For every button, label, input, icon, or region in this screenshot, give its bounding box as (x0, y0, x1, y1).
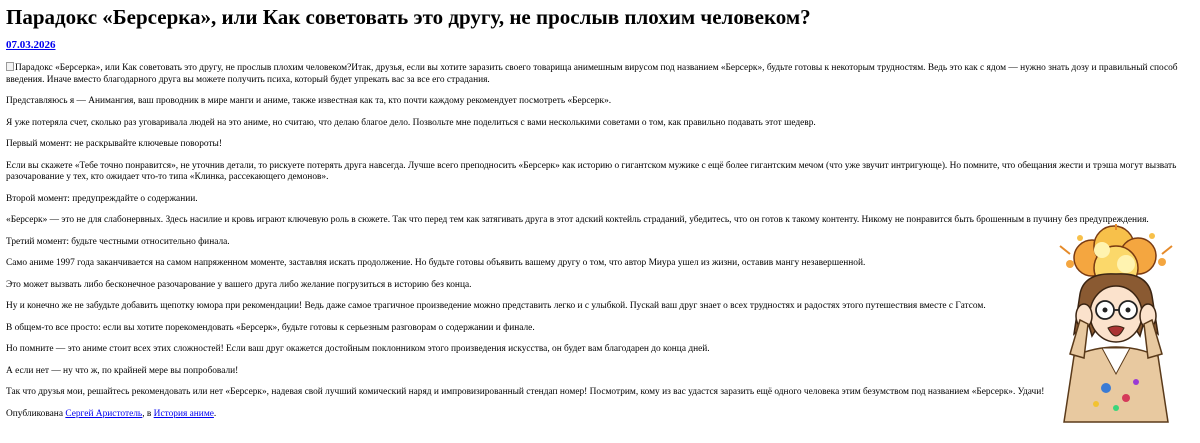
article-paragraph: «Берсерк» — это не для слабонервных. Здесь насилие и кровь играют ключевую роль в сюжете. Так что перед тем как затягивать друга в этот адский коктейль страданий, убедитесь, что он готов к такому контенту. Никому не понравится быть брошенным в пучину без предупреждения. (6, 215, 1149, 225)
published-label: Опубликована (6, 408, 63, 419)
footer-end: . (213, 408, 217, 419)
article-paragraph: Ну и конечно же не забудьте добавить щепотку юмора при рекомендации! Ведь даже самое трагичное произведение можно представить легко и с улыбкой. Пускай ваш друг знает о всех трудностях и радостях этого путешествия вместе с Гатсом. (6, 301, 986, 311)
article-body (6, 62, 1196, 430)
image-alt-text: Парадокс «Берсерка», или Как советовать это другу, не прослыв плохим человеком? (15, 63, 352, 73)
article-paragraph: Если вы скажете «Тебе точно понравится», не уточнив детали, то рискуете потерять друга навсегда. Лучше всего преподносить «Берсерк» как историю о гигантском мужике с ещё более гигантским мечом (что уже звучит интригующе). Но помните, что обещания жести и трэша могут вызвать разочарование у тех, кто ожидает что-то типа «Клинка, рассекающего демонов». (6, 160, 1177, 182)
section-heading-paragraph: Второй момент: предупреждайте о содержании. (6, 193, 198, 204)
intro-paragraph (6, 62, 1196, 86)
article-paragraph: Само аниме 1997 года заканчивается на самом напряженном моменте, заставляя искать продолжение. Но будьте готовы объявить вашему другу о том, что автор Миура ушел из жизни, оставив мангу незавершенной. (6, 258, 866, 268)
article-paragraph: В общем-то все просто: если вы хотите порекомендовать «Берсерк», будьте готовы к серьезным разговорам о содержании и финале. (6, 322, 535, 333)
section-heading-paragraph: Третий момент: будьте честными относительно финала. (6, 236, 230, 247)
article-paragraph: Но помните — это аниме стоит всех этих сложностей! Если ваш друг окажется достойным поклонником этого произведения искусства, он будет вам благодарен до конца дней. (6, 344, 710, 354)
article-paragraph: А если нет — ну что ж, по крайней мере вы попробовали! (6, 365, 239, 376)
article-paragraph: Представляюсь я — Анимангия, ваш проводник в мире манги и аниме, также известная как та, кто почти каждому рекомендует посмотреть «Берсерк». (6, 96, 612, 106)
section-heading-paragraph: Первый момент: не раскрывайте ключевые повороты! (6, 139, 222, 149)
article-paragraph: Это может вызвать либо бесконечное разочарование у вашего друга либо желание погрузиться в историю без конца. (6, 279, 472, 290)
exploding-head-anime-girl-sticker (1040, 224, 1192, 424)
intro-text: Итак, друзья, если вы хотите заразить своего товарища анимешным вирусом под названием «Берсерк», будьте готовы к некоторым трудностям. Ведь это как с ядом — нужно знать дозу и правильный способ введения. Иначе вместо благодарного друга вы можете получить психа, который будет упрекать вас за все его страдания. (6, 63, 1178, 85)
article-paragraph: Я уже потеряла счет, сколько раз уговаривала людей на это аниме, но считаю, что делаю благое дело. Позвольте мне поделиться с вами несколькими советами о том, как правильно подавать этот шедевр. (6, 117, 816, 128)
article-paragraph: Так что друзья мои, решайтесь рекомендовать или нет «Берсерк», надевая свой лучший комический наряд и импровизированный стендап номер! Посмотрим, кому из вас удастся заразить ещё одного человека этим безумством под названием «Берсерк». Удачи! (6, 387, 1045, 397)
author-link[interactable]: Сергей Аристотель (65, 408, 143, 419)
in-label: , в (142, 408, 152, 419)
article-title: Парадокс «Берсерка», или Как советовать это другу, не прослыв плохим человеком? (6, 5, 811, 29)
category-link[interactable]: История аниме (153, 408, 214, 419)
article-footer (6, 409, 1196, 421)
article-date-link[interactable]: 07.03.2026 (6, 39, 56, 51)
broken-image-icon (6, 62, 14, 71)
